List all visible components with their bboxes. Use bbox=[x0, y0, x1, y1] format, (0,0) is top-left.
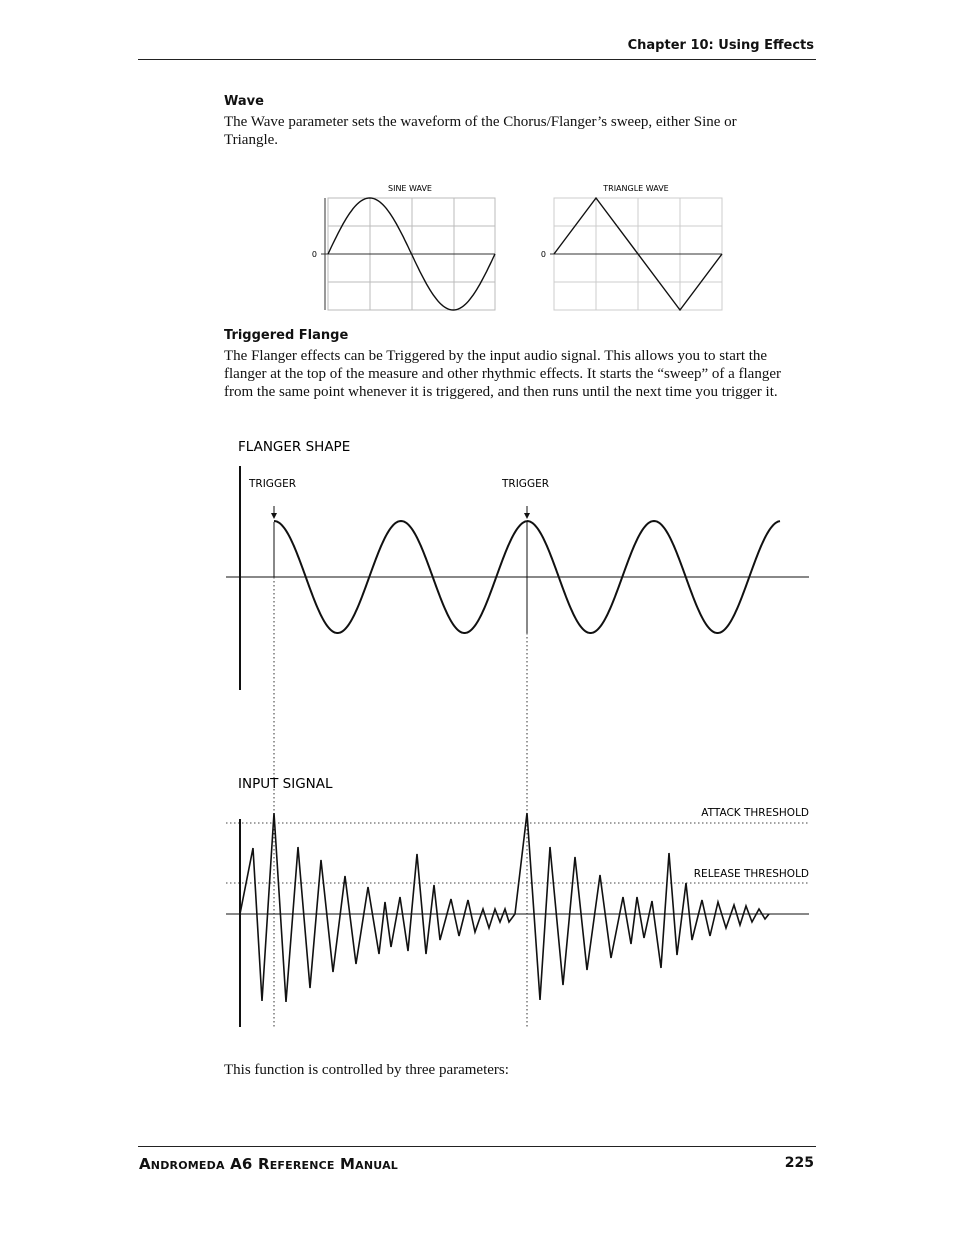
wave-heading: Wave bbox=[224, 94, 264, 109]
chapter-header: Chapter 10: Using Effects bbox=[627, 38, 814, 53]
triangle-wave-title: TRIANGLE WAVE bbox=[603, 184, 669, 193]
manual-title: Andromeda A6 Reference Manual bbox=[139, 1155, 399, 1173]
trigger-label-1: TRIGGER bbox=[249, 478, 297, 490]
footer-rule bbox=[138, 1146, 816, 1147]
triggered-flange-heading: Triggered Flange bbox=[224, 328, 349, 343]
triangle-zero-label: 0 bbox=[540, 250, 546, 259]
wave-shapes-figure bbox=[300, 178, 740, 318]
trigger-arrow-2 bbox=[524, 506, 530, 519]
header-rule bbox=[138, 59, 816, 60]
triggered-flange-paragraph: The Flanger effects can be Triggered by the input audio signal. This allows you to start the flanger at the top of the measure and other rhythmic effects. It starts the “sweep” of a flanger from the same point whenever it is triggered, and then runs until the next time you trigger it. bbox=[224, 348, 781, 400]
release-threshold-label: RELEASE THRESHOLD bbox=[693, 868, 809, 880]
attack-threshold-label: ATTACK THRESHOLD bbox=[701, 807, 809, 819]
wave-paragraph: The Wave parameter sets the waveform of the Chorus/Flanger’s sweep, either Sine or Triangle. bbox=[224, 114, 737, 148]
input-signal-label: INPUT SIGNAL bbox=[238, 776, 333, 792]
sine-zero-label: 0 bbox=[311, 250, 317, 259]
sine-wave-title: SINE WAVE bbox=[388, 184, 432, 193]
triggered-flange-figure bbox=[220, 432, 820, 1032]
page-number: 225 bbox=[784, 1155, 814, 1171]
input-signal-waveform bbox=[240, 813, 769, 1002]
closing-paragraph: This function is controlled by three parameters: bbox=[224, 1062, 509, 1078]
trigger-label-2: TRIGGER bbox=[502, 478, 550, 490]
flanger-shape-label: FLANGER SHAPE bbox=[238, 439, 351, 455]
trigger-arrow-1 bbox=[271, 506, 277, 519]
